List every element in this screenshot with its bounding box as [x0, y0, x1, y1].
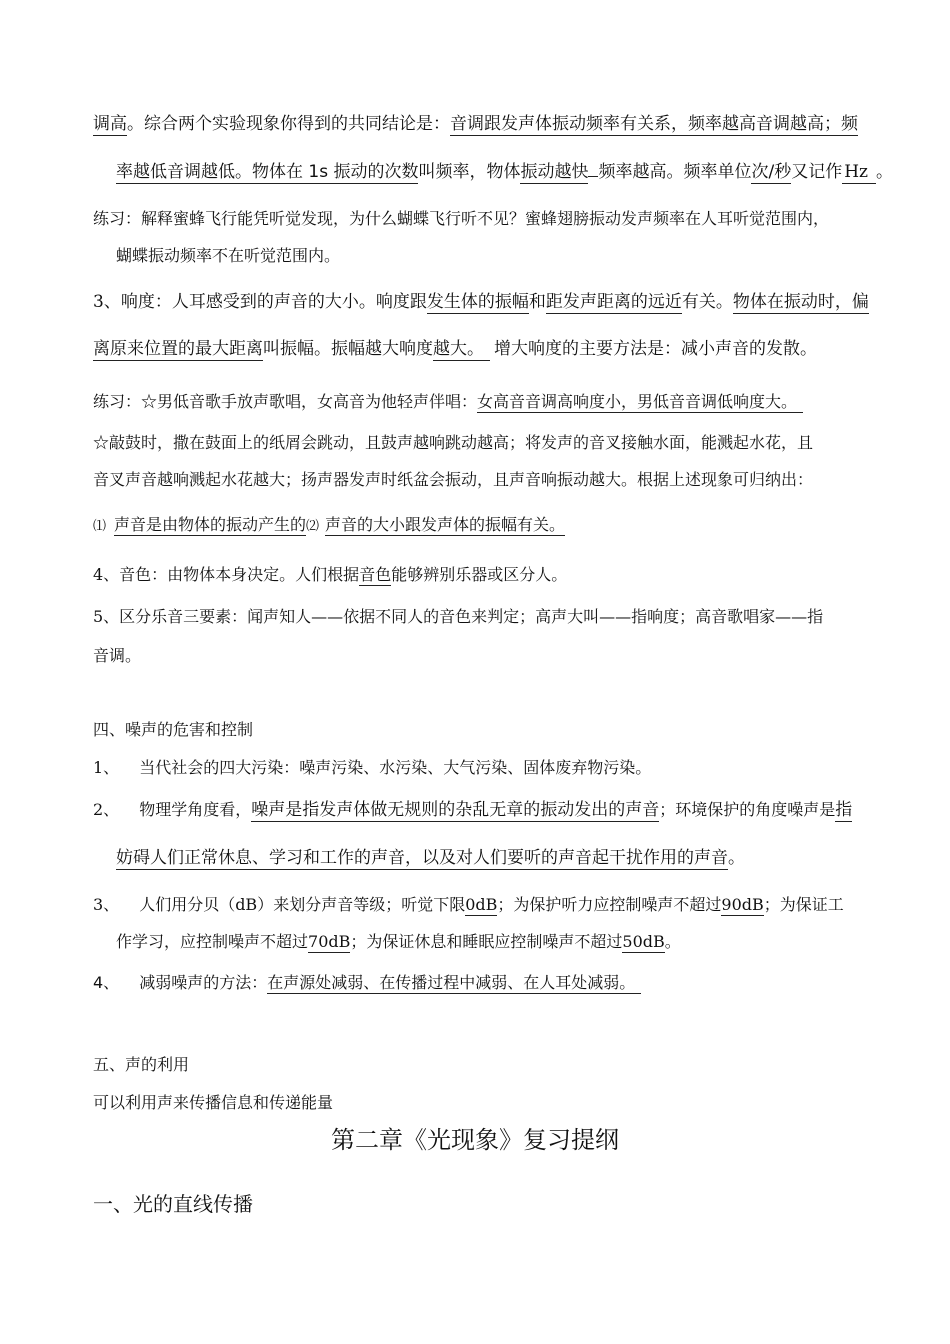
text: ；为保证工 — [763, 895, 844, 914]
text: 作学习，应控制噪声不超过 — [116, 932, 309, 951]
text: ；环境保护的角度噪声是 — [659, 800, 836, 819]
text-line-6 — [93, 339, 817, 359]
text-line-20 — [93, 973, 641, 993]
text-line-11 — [93, 565, 567, 585]
answer-underline: 音调跟发声体振动频率有关系，频率越高音调越高；频 — [450, 114, 858, 134]
text-line-18 — [93, 895, 844, 915]
text: 叫频率，物体 — [418, 162, 521, 182]
text: 人们用分贝（dB）来划分声音等级；听觉下限 — [139, 895, 466, 914]
answer-underline: 次/秒 — [751, 162, 792, 182]
answer-underline: 音色 — [359, 565, 392, 584]
text: 又记作 — [791, 162, 843, 182]
answer-underline: 距发声距离的远近 — [545, 292, 682, 312]
answer-underline: 物体在振动时，偏 — [732, 292, 869, 312]
text-line-3: 练习：解释蜜蜂飞行能凭听觉发现，为什么蝴蝶飞行听不见？蜜蜂翅膀振动发声频率在人耳听觉范围内， — [93, 209, 830, 228]
text-line-10 — [93, 515, 565, 537]
text-line-8: ☆敲鼓时，撒在鼓面上的纸屑会跳动，且鼓声越响跳动越高；将发声的音叉接触水面，能溅起水花，且 — [93, 433, 814, 452]
text-line-17 — [116, 848, 745, 868]
text: 当代社会的四大污染：噪声污染、水污染、大气污染、固体废弃物污染。 — [139, 758, 652, 777]
text: 3、 — [93, 895, 120, 914]
text: 和 — [528, 292, 546, 312]
section-heading-sound-use: 五、声的利用 — [93, 1055, 190, 1074]
text: 。 — [876, 162, 894, 182]
answer-underline: 声音是由物体的振动产生的 — [114, 515, 307, 534]
answer-underline: 女高音音调高响度小，男低音音调低响度大。 — [477, 392, 803, 413]
text: 练习：☆男低音歌手放声歌唱，女高音为他轻声伴唱： — [93, 392, 478, 411]
answer-underline: 0dB — [465, 895, 498, 914]
answer-underline: Hz — [842, 162, 876, 184]
text: 1、 — [93, 758, 120, 777]
text: 3、响度：人耳感受到的声音的大小。响度跟 — [93, 292, 427, 312]
answer-underline: 离原来位置的最大距离 — [93, 339, 263, 359]
answer-underline: 振动越快 — [520, 162, 589, 182]
text-line-9: 音叉声音越响溅起水花越大；扬声器发声时纸盆会振动，且声音响振动越大。根据上述现象可归纳出： — [93, 470, 814, 489]
text-line-5 — [93, 292, 869, 312]
text: 4、 — [93, 973, 120, 992]
text: 有关。 — [681, 292, 733, 312]
text: 。综合两个实验现象你得到的共同结论是： — [127, 114, 450, 134]
text-line-2 — [116, 162, 893, 182]
answer-underline: 噪声是指发声体做无规则的杂乱无章的振动发出的声音 — [251, 800, 660, 820]
answer-underline: 物体在 1s 振动的次数 — [252, 162, 419, 182]
text: 增大响度的主要方法是：减小声音的发散。 — [494, 339, 817, 359]
answer-underline: 调高 — [93, 114, 127, 134]
answer-underline: 在声源处减弱、在传播过程中减弱、在人耳处减弱。 — [267, 973, 641, 994]
text-line-19 — [116, 932, 681, 952]
text: ；为保证休息和睡眠应控制噪声不超过 — [350, 932, 623, 951]
answer-underline: 率越低音调越低。 — [116, 162, 252, 182]
section-heading-noise: 四、噪声的危害和控制 — [93, 720, 254, 739]
answer-underline: 发生体的振幅 — [426, 292, 529, 312]
text: 叫振幅。振幅越大响度 — [263, 339, 433, 359]
text-line-7 — [93, 392, 803, 412]
answer-underline: 50dB — [622, 932, 665, 951]
text-line-4: 蝴蝶振动频率不在听觉范围内。 — [116, 246, 341, 265]
text-line-13: 音调。 — [93, 646, 142, 665]
answer-underline: 声音的大小跟发声体的振幅有关。 — [325, 515, 566, 534]
chapter-title: 第二章《光现象》复习提纲 — [331, 1126, 619, 1154]
text: 物理学角度看， — [139, 800, 252, 819]
text: ⑵ — [306, 519, 320, 534]
text-line-1 — [93, 114, 858, 134]
answer-underline: 越大。 — [433, 339, 490, 361]
answer-underline: 70dB — [308, 932, 351, 951]
text: 减弱噪声的方法： — [139, 973, 268, 992]
text-line-12: 5、区分乐音三要素：闻声知人——依据不同人的音色来判定；高声大叫——指响度；高音歌唱家——指 — [93, 607, 824, 626]
text: 4、音色：由物体本身决定。人们根据 — [93, 565, 360, 584]
text: ；为保护听力应控制噪声不超过 — [497, 895, 722, 914]
text-line-15 — [93, 758, 651, 778]
text-line-16 — [93, 800, 852, 820]
text: 能够辨别乐器或区分人。 — [391, 565, 568, 584]
text: ⑴ — [93, 519, 107, 534]
text: 。 — [664, 932, 681, 951]
answer-underline: 90dB — [721, 895, 764, 914]
section-heading-light: 一、光的直线传播 — [93, 1192, 253, 1216]
text: 2、 — [93, 800, 120, 819]
answer-underline: 妨碍人们正常休息、学习和工作的声音，以及对人们要听的声音起干扰作用的声音 — [116, 848, 728, 868]
text: 频率越高。频率单位 — [598, 162, 752, 182]
text-line-22: 可以利用声来传播信息和传递能量 — [93, 1093, 334, 1112]
text: 。 — [728, 848, 745, 868]
answer-underline: 指 — [835, 800, 853, 820]
